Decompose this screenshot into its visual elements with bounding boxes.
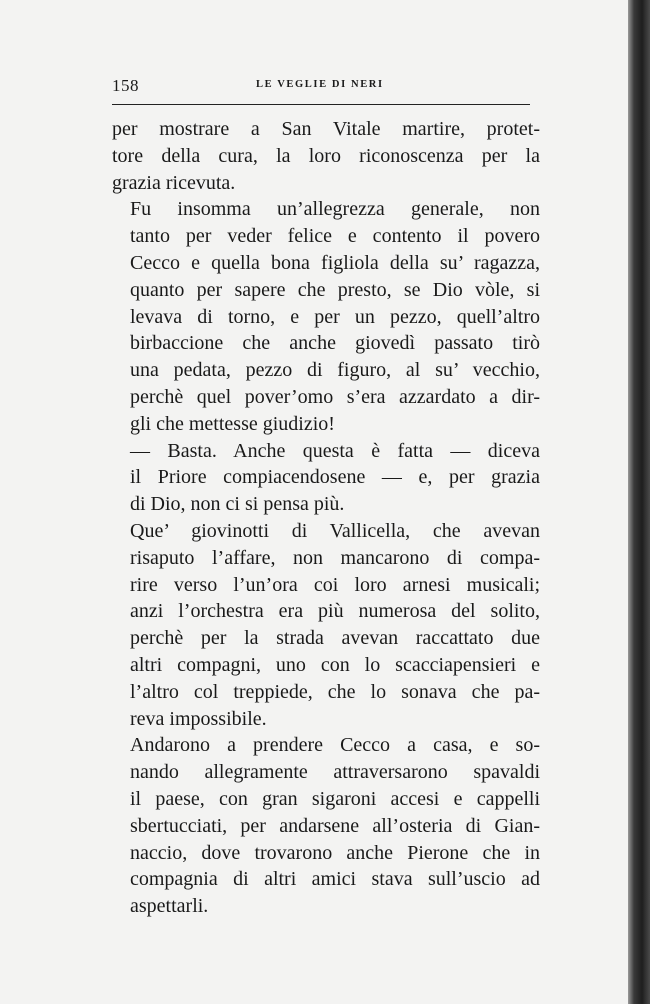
- text-line: il Priore compiacendosene — e, per grazia: [130, 466, 540, 489]
- text-line: anzi l’orchestra era più numerosa del solito,: [130, 600, 540, 623]
- text-line: naccio, dove trovarono anche Pierone che in: [130, 841, 540, 864]
- text-line: quanto per sapere che presto, se Dio vòle, si: [130, 278, 540, 301]
- text-line: Cecco e quella bona figliola della su’ ragazza,: [130, 251, 540, 274]
- header-rule: [112, 104, 530, 105]
- text-line: risaputo l’affare, non mancarono di compa-: [130, 546, 540, 569]
- text-line: sbertucciati, per andarsene all’osteria di Gian-: [130, 814, 540, 837]
- paragraph: [112, 116, 540, 196]
- text-line: di Dio, non ci si pensa più.: [130, 493, 345, 516]
- text-line: Que’ giovinotti di Vallicella, che avevan: [130, 519, 540, 542]
- text-line: nando allegramente attraversarono spavaldi: [130, 761, 540, 784]
- text-line: gli che mettesse giudizio!: [130, 412, 335, 435]
- text-line: il paese, con gran sigaroni accesi e cappelli: [130, 787, 540, 810]
- text-line: per mostrare a San Vitale martire, protet-: [112, 118, 540, 140]
- text-line: compagnia di altri amici stava sull’uscio ad: [130, 868, 540, 891]
- paragraph: [112, 438, 540, 518]
- text-line: tanto per veder felice e contento il povero: [130, 225, 540, 248]
- page-edge: [628, 0, 650, 1004]
- paragraph: [112, 732, 540, 920]
- text-line: Andarono a prendere Cecco a casa, e so-: [130, 734, 540, 757]
- text-line: rire verso l’un’ora coi loro arnesi musicali;: [130, 573, 540, 596]
- text-line: birbaccione che anche giovedì passato tirò: [130, 332, 540, 355]
- text-line: levava di torno, e per un pezzo, quell’altro: [130, 305, 540, 328]
- text-line: l’altro col treppiede, che lo sonava che pa-: [130, 680, 540, 703]
- text-line: una pedata, pezzo di figuro, al su’ vecchio,: [130, 359, 540, 382]
- text-line: altri compagni, uno con lo scacciapensieri e: [130, 653, 540, 676]
- text-line: perchè quel pover’omo s’era azzardato a dir-: [130, 385, 540, 408]
- text-line: perchè per la strada avevan raccattato due: [130, 627, 540, 650]
- running-title: LE VEGLIE DI NERI: [256, 79, 384, 90]
- paragraph: [112, 196, 540, 437]
- page-header: [112, 74, 532, 100]
- text-line: aspettarli.: [130, 895, 209, 918]
- text-line: — Basta. Anche questa è fatta — diceva: [130, 439, 540, 462]
- page-number: 158: [112, 76, 139, 95]
- text-line: reva impossibile.: [130, 707, 267, 730]
- text-line: grazia ricevuta.: [112, 171, 236, 194]
- text-line: tore della cura, la loro riconoscenza per la: [112, 144, 540, 167]
- text-line: Fu insomma un’allegrezza generale, non: [130, 198, 540, 221]
- paragraph: [112, 518, 540, 732]
- body-text: [112, 116, 540, 920]
